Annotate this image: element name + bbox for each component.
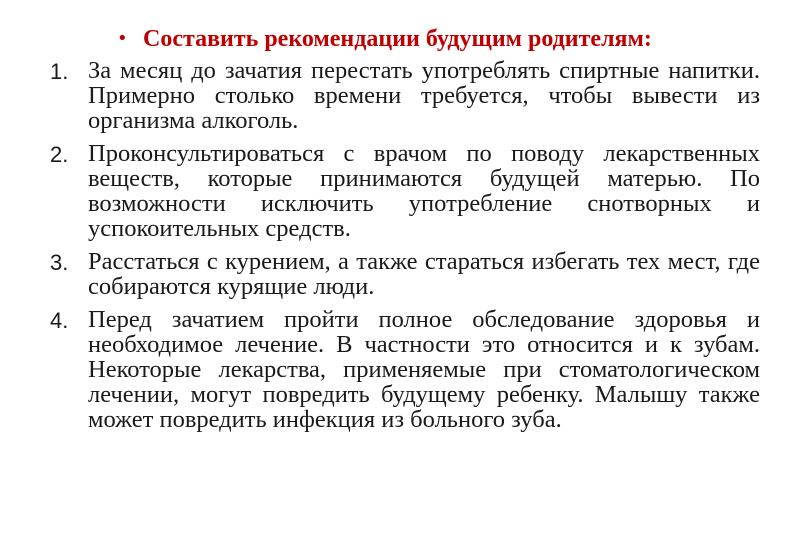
list-item	[50, 58, 760, 133]
item-text: За месяц до зачатия перестать употреблять спиртные напитки. Примерно столько времени требуется, чтобы вывести из организма алкоголь.	[88, 57, 760, 134]
item-number: 3.	[50, 250, 69, 275]
item-number: 1.	[50, 59, 69, 84]
list-item	[50, 141, 760, 241]
recommendations-list	[50, 58, 760, 440]
list-item	[50, 307, 760, 432]
list-item	[50, 249, 760, 299]
item-text: Проконсультироваться с врачом по поводу лекарственных веществ, которые принимаются будущей матерью. По возможности исключить употребление снотворных и успокоительных средств.	[88, 140, 760, 242]
heading-row	[117, 24, 777, 54]
item-text: Расстаться с курением, а также стараться избегать тех мест, где собираются курящие люди.	[88, 248, 760, 300]
bullet-icon: •	[117, 28, 128, 49]
item-number: 4.	[50, 308, 69, 333]
item-text: Перед зачатием пройти полное обследование здоровья и необходимое лечение. В частности это относится и к зубам. Некоторые лекарства, применяемые при стоматологическом лечении, могут повредить будущему ребенку. Малышу также может повредить инфекция из больного зуба.	[88, 306, 760, 433]
item-number: 2.	[50, 142, 69, 167]
slide-heading: Составить рекомендации будущим родителям:	[143, 26, 652, 52]
